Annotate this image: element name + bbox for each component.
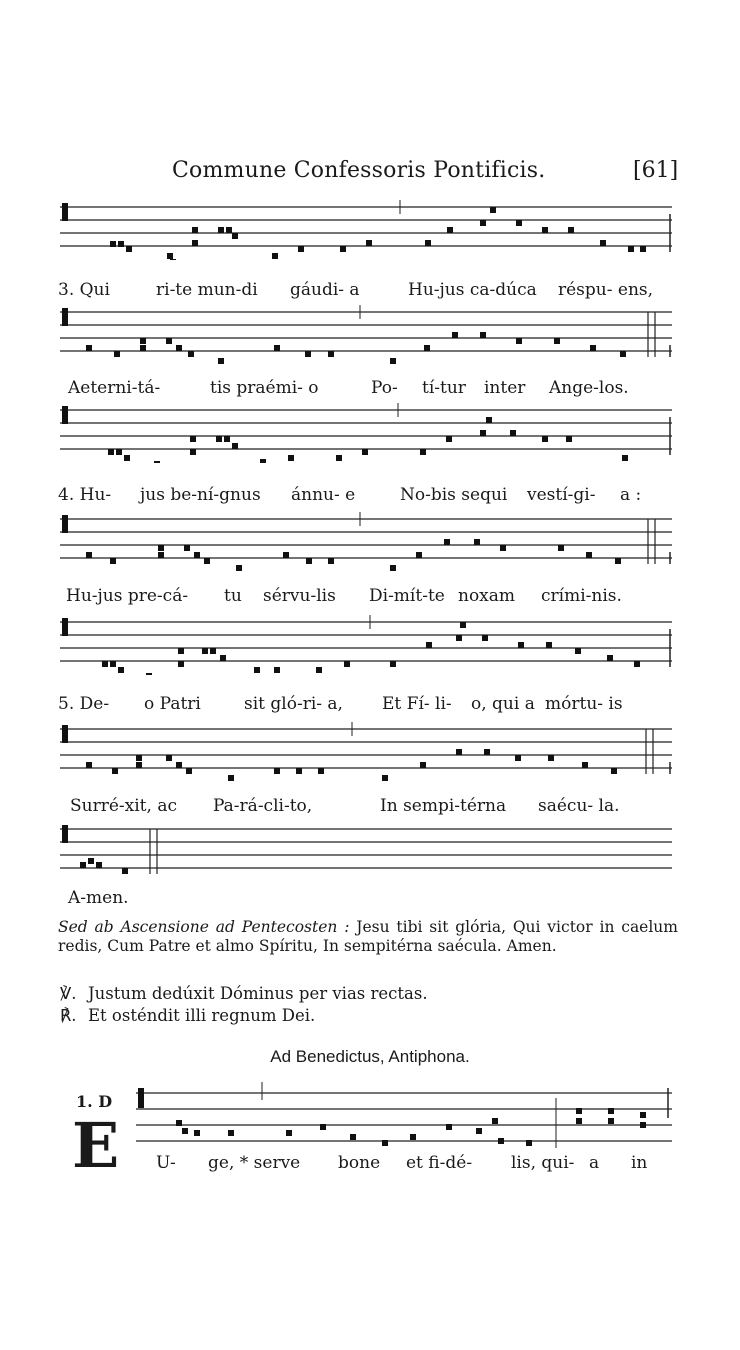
versicle-symbol: ℣. bbox=[60, 984, 77, 1003]
syllable: in bbox=[631, 1153, 648, 1173]
syllable: ri-te mun-di bbox=[156, 280, 258, 300]
syllable: lis, qui- bbox=[511, 1153, 575, 1173]
syllable: A-men. bbox=[68, 888, 129, 908]
chant-staff-7 bbox=[60, 822, 672, 882]
syllable: crími-nis. bbox=[541, 586, 622, 606]
syllable: jus be-ní-gnus bbox=[140, 485, 261, 505]
chant-staff-4 bbox=[60, 512, 672, 572]
syllable: U- bbox=[156, 1153, 176, 1173]
syllable: saécu- la. bbox=[538, 796, 620, 816]
lyrics-line-5 bbox=[58, 694, 678, 718]
rubric-text: Jesu tibi sit glória, Qui victor in caelum redis, Cum Patre et almo Spíritu, In sempitérna saécula. Amen. bbox=[58, 918, 678, 955]
staff-lines bbox=[60, 615, 672, 675]
syllable: Aeterni-tá- bbox=[68, 378, 161, 398]
chant-staff-3 bbox=[60, 403, 672, 463]
syllable: sérvu-lis bbox=[263, 586, 336, 606]
lyrics-line-4 bbox=[58, 586, 678, 610]
response-text: Et osténdit illi regnum Dei. bbox=[88, 1006, 316, 1025]
chant-staff-1 bbox=[60, 200, 672, 260]
lyrics-line-1 bbox=[58, 280, 678, 304]
chant-staff-antiphon bbox=[136, 1078, 672, 1138]
syllable: Pa-rá-cli-to, bbox=[213, 796, 313, 816]
syllable: a bbox=[589, 1153, 600, 1173]
response bbox=[60, 1006, 316, 1025]
lyrics-line-7 bbox=[58, 888, 678, 912]
syllable: inter bbox=[484, 378, 526, 398]
chant-staff-5 bbox=[60, 615, 672, 675]
syllable: Surré-xit, ac bbox=[70, 796, 177, 816]
syllable: gáudi- a bbox=[290, 280, 360, 300]
mode-label: 1. D bbox=[76, 1092, 113, 1111]
syllable: bone bbox=[338, 1153, 381, 1173]
antiphon-lyrics bbox=[156, 1153, 676, 1177]
syllable: Et Fí- li- bbox=[382, 694, 452, 714]
syllable: Hu-jus ca-dúca bbox=[408, 280, 537, 300]
antiphon-title: Ad Benedictus, Antiphona. bbox=[270, 1047, 470, 1066]
syllable: Ange-los. bbox=[549, 378, 629, 398]
staff-lines bbox=[60, 305, 672, 365]
rubric-italic: Sed ab Ascensione ad Pentecosten : bbox=[58, 918, 350, 936]
chant-staff-2 bbox=[60, 305, 672, 365]
versicle bbox=[60, 984, 428, 1003]
syllable: et fi-dé- bbox=[406, 1153, 473, 1173]
syllable: o Patri bbox=[144, 694, 201, 714]
response-symbol: ℟. bbox=[60, 1006, 77, 1025]
lyrics-line-6 bbox=[58, 796, 678, 820]
page-number: [61] bbox=[633, 158, 679, 183]
syllable: réspu- ens, bbox=[558, 280, 654, 300]
syllable: tu bbox=[224, 586, 242, 606]
syllable: tí-tur bbox=[422, 378, 466, 398]
syllable: ánnu- e bbox=[291, 485, 356, 505]
syllable: mórtu- is bbox=[545, 694, 623, 714]
lyrics-line-3 bbox=[58, 485, 678, 509]
syllable: a : bbox=[620, 485, 642, 505]
syllable: vestí-gi- bbox=[527, 485, 596, 505]
syllable: noxam bbox=[458, 586, 516, 606]
syllable: 4. Hu- bbox=[58, 485, 112, 505]
page-header bbox=[0, 158, 740, 190]
syllable: Di-mít-te bbox=[369, 586, 445, 606]
staff-lines bbox=[60, 200, 672, 260]
syllable: 3. Qui bbox=[58, 280, 110, 300]
syllable: Po- bbox=[371, 378, 398, 398]
staff-lines bbox=[60, 722, 672, 782]
lyrics-line-2 bbox=[58, 378, 678, 402]
versicle-text: Justum dedúxit Dóminus per vias rectas. bbox=[88, 984, 428, 1003]
rubric-paragraph bbox=[58, 918, 678, 956]
syllable: In sempi-térna bbox=[380, 796, 507, 816]
syllable: o, qui a bbox=[471, 694, 535, 714]
staff-lines bbox=[60, 403, 672, 463]
syllable: ge, * serve bbox=[208, 1153, 301, 1173]
syllable: Hu-jus pre-cá- bbox=[66, 586, 189, 606]
staff-lines bbox=[60, 822, 672, 882]
syllable: tis praémi- o bbox=[210, 378, 319, 398]
chant-staff-6 bbox=[60, 722, 672, 782]
syllable: No-bis sequi bbox=[400, 485, 508, 505]
page-title: Commune Confessoris Pontificis. bbox=[172, 158, 546, 183]
syllable: sit gló-ri- a, bbox=[244, 694, 343, 714]
drop-initial: E bbox=[72, 1109, 120, 1182]
syllable: 5. De- bbox=[58, 694, 110, 714]
staff-lines bbox=[60, 512, 672, 572]
staff-lines bbox=[136, 1078, 672, 1148]
